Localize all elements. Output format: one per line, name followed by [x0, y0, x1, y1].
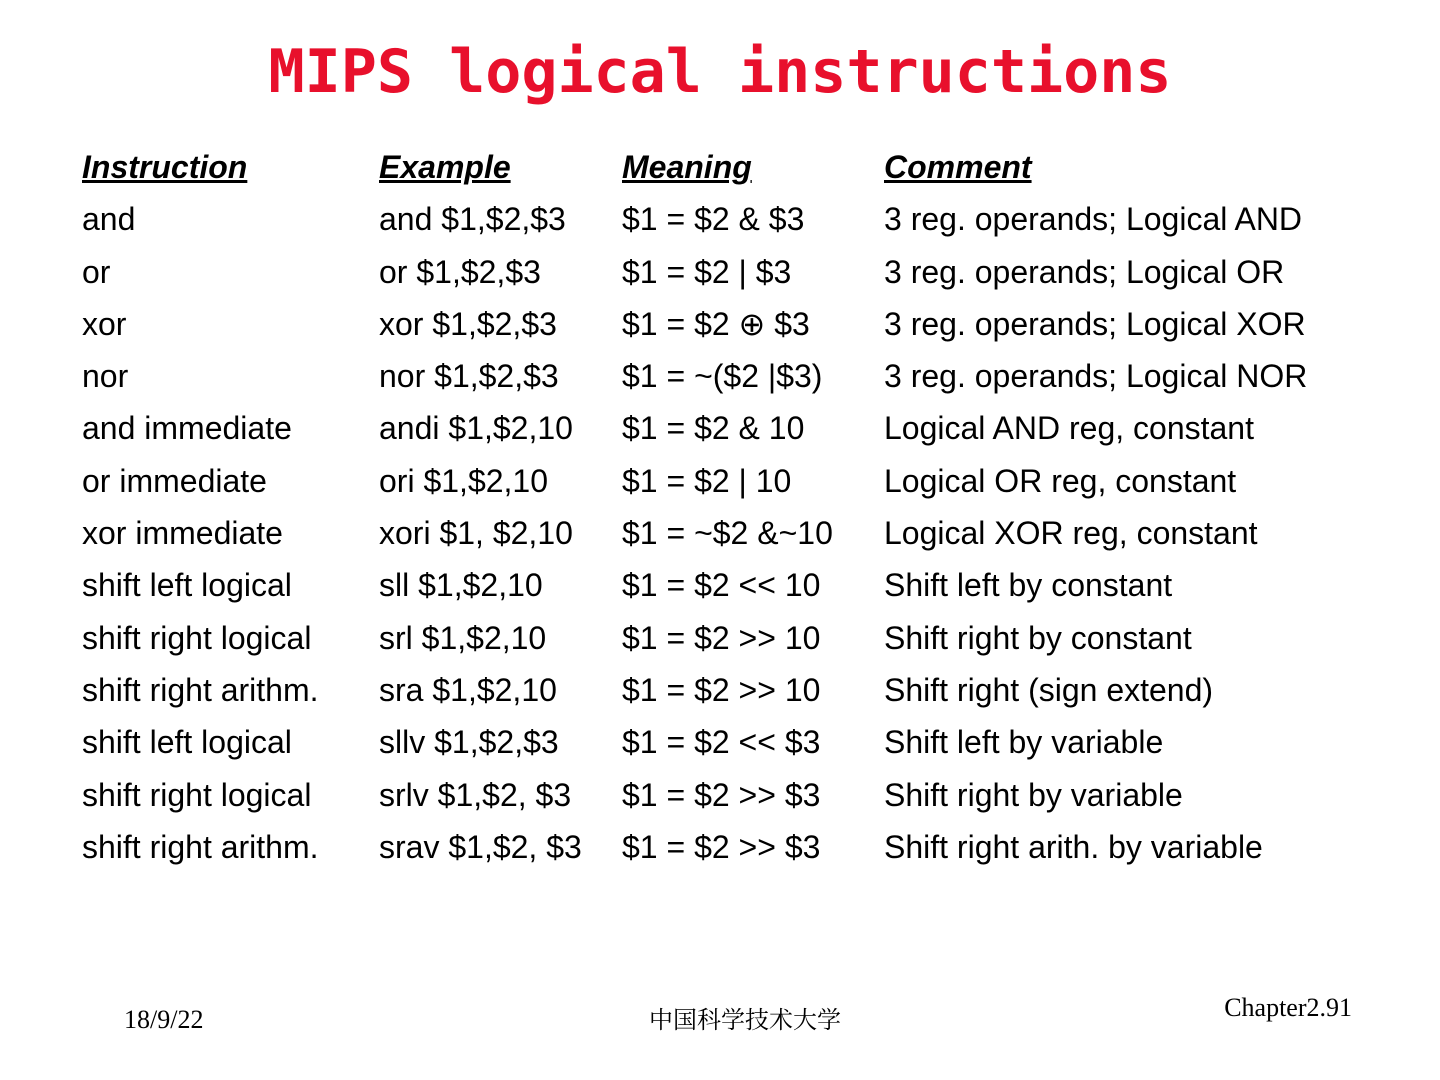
slide-title: MIPS logical instructions [268, 37, 1172, 107]
instruction-cell: shift right arithm. [82, 828, 319, 865]
table-row [82, 716, 1364, 768]
example-cell: or $1,$2,$3 [379, 253, 541, 290]
comment-cell: Logical AND reg, constant [884, 410, 1254, 447]
table-row [82, 612, 1364, 664]
table-row [82, 664, 1364, 716]
header-instruction: Instruction [82, 149, 248, 185]
meaning-cell: $1 = $2 << $3 [622, 724, 821, 761]
example-cell: xor $1,$2,$3 [379, 305, 557, 342]
comment-cell: Shift right (sign extend) [884, 671, 1214, 708]
instruction-table [82, 141, 1364, 873]
instruction-cell: and [82, 201, 136, 238]
instruction-cell: or immediate [82, 462, 267, 499]
example-cell: srlv $1,$2, $3 [379, 776, 572, 813]
example-cell: ori $1,$2,10 [379, 462, 549, 499]
comment-cell: 3 reg. operands; Logical OR [884, 253, 1285, 290]
instruction-cell: shift left logical [82, 567, 292, 604]
example-cell: sllv $1,$2,$3 [379, 724, 559, 761]
instruction-cell: shift right logical [82, 776, 312, 813]
example-cell: nor $1,$2,$3 [379, 358, 559, 395]
instruction-cell: and immediate [82, 410, 292, 447]
meaning-cell: $1 = $2 | 10 [622, 462, 792, 499]
example-cell: and $1,$2,$3 [379, 201, 566, 238]
table-row [82, 402, 1364, 454]
comment-cell: Logical XOR reg, constant [884, 515, 1258, 552]
table-header-row [82, 141, 1364, 193]
meaning-cell: $1 = ~$2 &~10 [622, 515, 833, 552]
table-row [82, 455, 1364, 507]
meaning-cell: $1 = $2 >> 10 [622, 671, 821, 708]
footer-institution: 中国科学技术大学 [649, 1006, 841, 1034]
example-cell: xori $1, $2,10 [379, 515, 573, 552]
comment-cell: 3 reg. operands; Logical AND [884, 201, 1303, 238]
table-row [82, 298, 1364, 350]
comment-cell: Shift right arith. by variable [884, 828, 1263, 865]
example-cell: andi $1,$2,10 [379, 410, 573, 447]
instruction-cell: shift right arithm. [82, 671, 319, 708]
comment-cell: Shift left by constant [884, 567, 1173, 604]
table-row [82, 507, 1364, 559]
meaning-cell: $1 = $2 | $3 [622, 253, 792, 290]
table-row [82, 821, 1364, 873]
example-cell: sra $1,$2,10 [379, 671, 557, 708]
meaning-cell: $1 = $2 >> 10 [622, 619, 821, 656]
table-row [82, 769, 1364, 821]
header-meaning: Meaning [622, 149, 752, 185]
footer-date: 18/9/22 [124, 1005, 204, 1034]
comment-cell: Shift right by constant [884, 619, 1192, 656]
comment-cell: Logical OR reg, constant [884, 462, 1237, 499]
meaning-cell: $1 = $2 ⊕ $3 [622, 305, 810, 342]
comment-cell: 3 reg. operands; Logical NOR [884, 358, 1308, 395]
example-cell: sll $1,$2,10 [379, 567, 543, 604]
header-example: Example [379, 149, 511, 185]
instruction-cell: xor immediate [82, 515, 283, 552]
instruction-cell: shift right logical [82, 619, 312, 656]
table-row [82, 559, 1364, 611]
footer-page-number: Chapter2.91 [1224, 993, 1352, 1022]
example-cell: srav $1,$2, $3 [379, 828, 582, 865]
example-cell: srl $1,$2,10 [379, 619, 547, 656]
instruction-cell: or [82, 253, 111, 290]
meaning-cell: $1 = $2 >> $3 [622, 828, 821, 865]
table-row [82, 246, 1364, 298]
instruction-cell: shift left logical [82, 724, 292, 761]
table-row [82, 350, 1364, 402]
meaning-cell: $1 = $2 << 10 [622, 567, 821, 604]
table-row [82, 193, 1364, 245]
comment-cell: Shift right by variable [884, 776, 1183, 813]
comment-cell: 3 reg. operands; Logical XOR [884, 305, 1306, 342]
meaning-cell: $1 = ~($2 |$3) [622, 358, 823, 395]
instruction-cell: xor [82, 305, 127, 342]
comment-cell: Shift left by variable [884, 724, 1164, 761]
instruction-cell: nor [82, 358, 129, 395]
meaning-cell: $1 = $2 & $3 [622, 201, 805, 238]
meaning-cell: $1 = $2 >> $3 [622, 776, 821, 813]
meaning-cell: $1 = $2 & 10 [622, 410, 805, 447]
header-comment: Comment [884, 149, 1032, 185]
